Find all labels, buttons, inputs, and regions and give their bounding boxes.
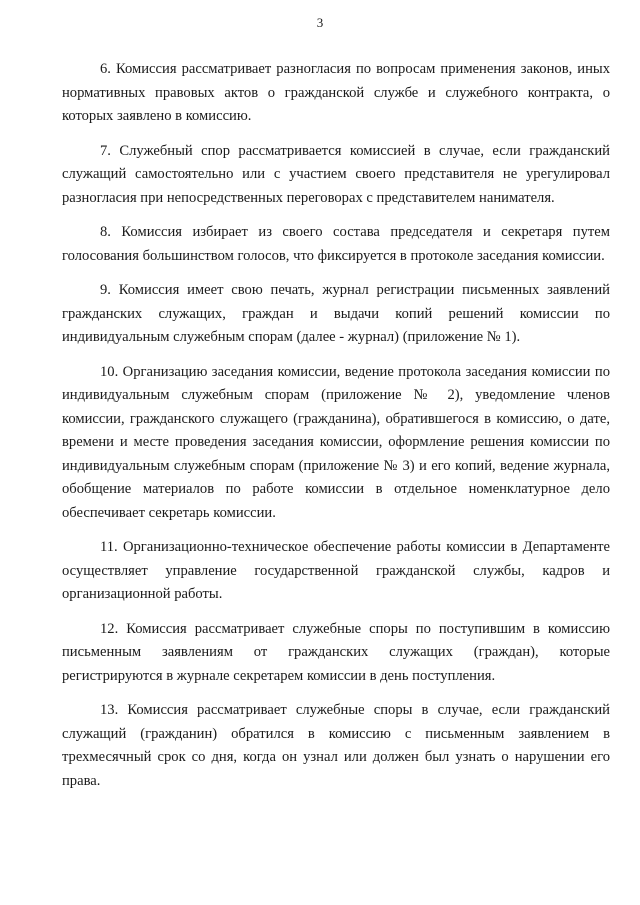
paragraph-7: 7. Служебный спор рассматривается комиссией в случае, если гражданский служащий самостоятельно или с участием своего представителя не урегулировал разногласия при непосредственных переговорах с представителем нанимателя. — [62, 142, 610, 206]
paragraph-9: 9. Комиссия имеет свою печать, журнал регистрации письменных заявлений гражданских служащих, граждан и выдачи копий решений комиссии по индивидуальным служебным спорам (далее - журнал) (приложение № 1). — [62, 282, 610, 345]
paragraph-6: 6. Комиссия рассматривает разногласия по вопросам применения законов, иных нормативных правовых актов о гражданской службе и служебного контракта, о которых заявлено в комиссию. — [62, 61, 610, 124]
page-number: 3 — [316, 15, 324, 30]
document-body — [62, 58, 610, 804]
paragraph-8: 8. Комиссия избирает из своего состава председателя и секретаря путем голосования большинством голосов, что фиксируется в протоколе заседания комиссии. — [62, 224, 610, 264]
paragraph-12: 12. Комиссия рассматривает служебные споры по поступившим в комиссию письменным заявлениям от гражданских служащих (граждан), которые регистрируются в журнале секретарем комиссии в день поступления. — [62, 620, 610, 684]
paragraph-11: 11. Организационно-техническое обеспечение работы комиссии в Департаменте осуществляет управление государственной гражданской службы, кадров и организационной работы. — [62, 539, 610, 602]
paragraph-13: 13. Комиссия рассматривает служебные споры в случае, если гражданский служащий (гражданин) обратился в комиссию с письменным заявлением в трехмесячный срок со дня, когда он узнал или должен был узнать о нарушении его права. — [62, 702, 610, 789]
paragraph-10: 10. Организацию заседания комиссии, ведение протокола заседания комиссии по индивидуальным служебным спорам (приложение № 2), уведомление членов комиссии, гражданского служащего (гражданина), обратившегося в комиссию, о дате, времени и месте проведения заседания комиссии, оформление решения комиссии по индивидуальным служебным спорам (приложение № 3) и его копий, ведение журнала, обобщение материалов по работе комиссии в отдельное номенклатурное дело обеспечивает секретарь комиссии. — [62, 363, 610, 521]
